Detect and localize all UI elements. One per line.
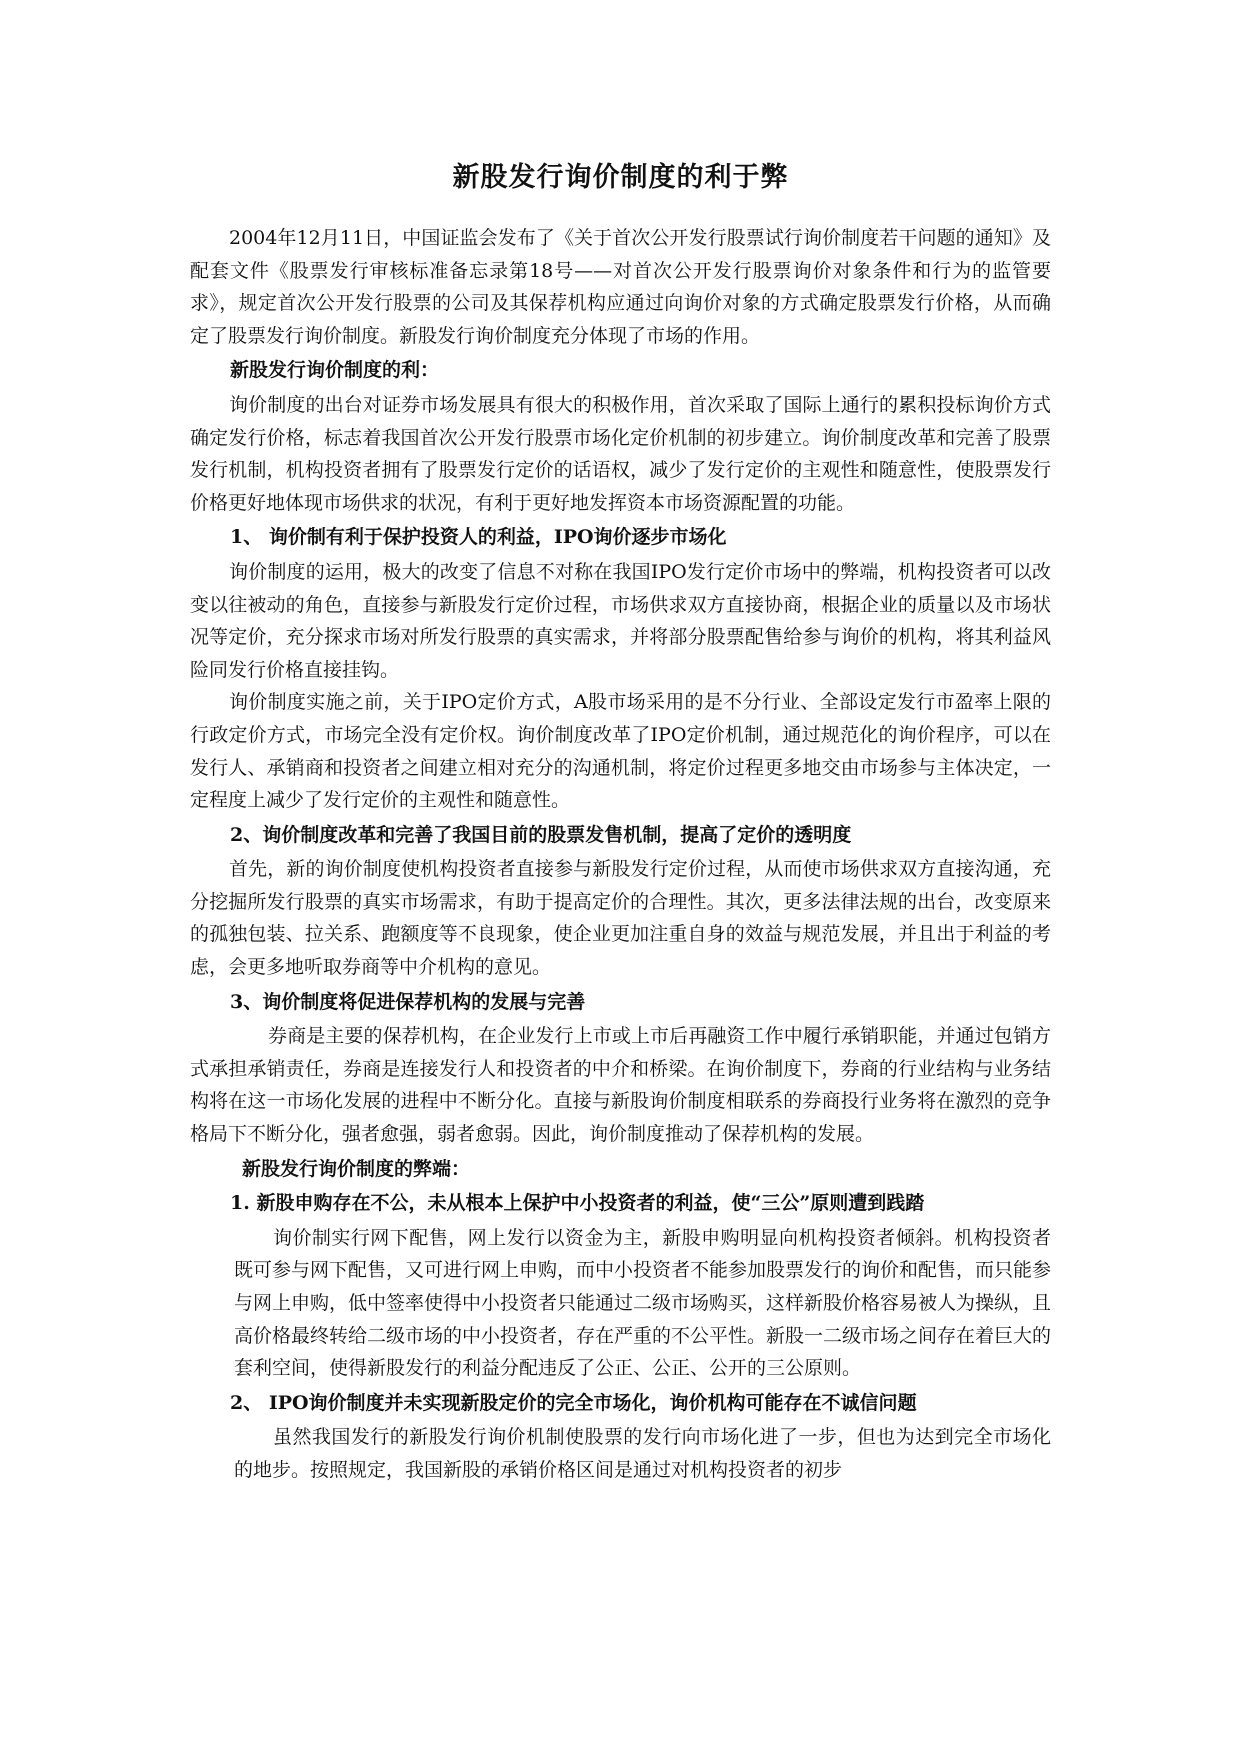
document-body (190, 158, 1051, 1487)
pros-item-2-heading: 2、询价制度改革和完善了我国目前的股票发售机制，提高了定价的透明度 (230, 823, 852, 846)
pros-heading: 新股发行询价制度的利： (230, 359, 440, 382)
cons-item-2-heading: 2、 IPO询价制度并未实现新股定价的完全市场化，询价机构可能存在不诚信问题 (230, 1391, 917, 1414)
cons-item-2-paragraph-1: 虽然我国发行的新股发行询价机制使股票的发行向市场化进了一步，但也为达到完全市场化的地步。按照规定，我国新股的承销价格区间是通过对机构投资者的初步 (234, 1426, 1051, 1481)
cons-heading: 新股发行询价制度的弊端： (242, 1157, 471, 1180)
intro-paragraph: 2004年12月11日，中国证监会发布了《关于首次公开发行股票试行询价制度若干问题的通知》及配套文件《股票发行审核标准备忘录第18号——对首次公开发行股票询价对象条件和行为的监管要求》，规定首次公开发行股票的公司及其保荐机构应通过向询价对象的方式确定股票发行价格，从而确定了股票发行询价制度。新股发行询价制度充分体现了市场的作用。 (190, 227, 1051, 347)
pros-item-1-heading: 1、 询价制有利于保护投资人的利益，IPO询价逐步市场化 (230, 526, 727, 549)
document-title: 新股发行询价制度的利于弊 (452, 162, 789, 193)
pros-item-1-paragraph-1: 询价制度的运用，极大的改变了信息不对称在我国IPO发行定价市场中的弊端，机构投资者可以改变以往被动的角色，直接参与新股发行定价过程，市场供求双方直接协商，根据企业的质量以及市场状况等定价，充分探求市场对所发行股票的真实需求，并将部分股票配售给参与询价的机构，将其利益风险同发行价格直接挂钩。 (190, 560, 1051, 681)
cons-item-1-heading: 1. 新股申购存在不公，未从根本上保护中小投资者的利益，使“三公”原则遭到践踏 (230, 1192, 925, 1215)
pros-item-1-paragraph-2: 询价制度实施之前，关于IPO定价方式，A股市场采用的是不分行业、全部设定发行市盈率上限的行政定价方式，市场完全没有定价权。询价制度改革了IPO定价机制，通过规范化的询价程序，可以在发行人、承销商和投资者之间建立相对充分的沟通机制，将定价过程更多地交由市场参与主体决定，一定程度上减少了发行定价的主观性和随意性。 (190, 691, 1051, 812)
cons-item-2-body (234, 1421, 1051, 1486)
cons-item-1-paragraph-1: 询价制实行网下配售，网上发行以资金为主，新股申购明显向机构投资者倾斜。机构投资者既可参与网下配售，又可进行网上申购，而中小投资者不能参加股票发行的询价和配售，而只能参与网上申购，低中签率使得中小投资者只能通过二级市场购买，这样新股价格容易被人为操纵，且高价格最终转给二级市场的中小投资者，存在严重的不公平性。新股一二级市场之间存在着巨大的套利空间，使得新股发行的利益分配违反了公正、公正、公开的三公原则。 (234, 1226, 1052, 1380)
pros-item-3-paragraph-1: 券商是主要的保荐机构，在企业发行上市或上市后再融资工作中履行承销职能，并通过包销方式承担承销责任，券商是连接发行人和投资者的中介和桥梁。在询价制度下，券商的行业结构与业务结构将在这一市场化发展的进程中不断分化。直接与新股询价制度相联系的券商投行业务将在激烈的竞争格局下不断分化，强者愈强，弱者愈弱。因此，询价制度推动了保荐机构的发展。 (190, 1025, 1051, 1146)
pros-item-3-heading: 3、询价制度将促进保荐机构的发展与完善 (230, 990, 586, 1013)
pros-item-2-paragraph-1: 首先，新的询价制度使机构投资者直接参与新股发行定价过程，从而使市场供求双方直接沟通，充分挖掘所发行股票的真实市场需求，有助于提高定价的合理性。其次，更多法律法规的出台，改变原来的孤独包装、拉关系、跑额度等不良现象，使企业更加注重自身的效益与规范发展，并且出于利益的考虑，会更多地听取券商等中介机构的意见。 (190, 858, 1051, 979)
pros-summary-paragraph: 询价制度的出台对证券市场发展具有很大的积极作用，首次采取了国际上通行的累积投标询价方式确定发行价格，标志着我国首次公开发行股票市场化定价机制的初步建立。询价制度改革和完善了股票发行机制，机构投资者拥有了股票发行定价的话语权，减少了发行定价的主观性和随意性，使股票发行价格更好地体现市场供求的状况，有利于更好地发挥资本市场资源配置的功能。 (190, 393, 1051, 514)
cons-item-1-body (234, 1222, 1051, 1385)
